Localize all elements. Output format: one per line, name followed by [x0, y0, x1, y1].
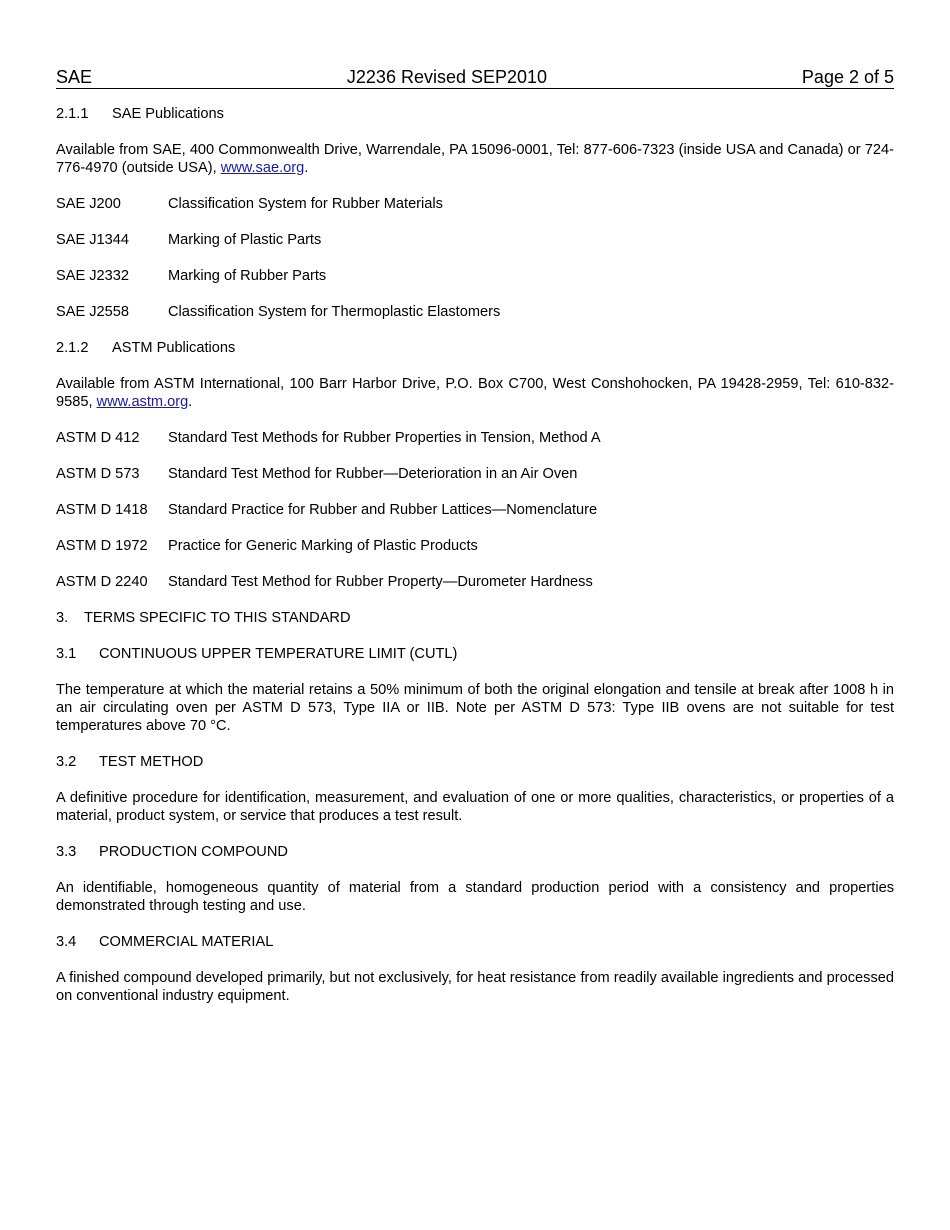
astm-website-link[interactable]: www.astm.org	[96, 394, 189, 410]
section-3-2-paragraph: A definitive procedure for identification, measurement, and evaluation of one or more qualities, characteristics, or properties of a material, product system, or service that produces a test result.	[56, 790, 894, 824]
section-number: 3.	[56, 610, 69, 626]
reference-title: Standard Test Method for Rubber Property—Durometer Hardness	[168, 574, 593, 590]
section-2-1-1-heading	[56, 105, 894, 123]
section-3-3-heading	[56, 843, 894, 861]
section-3-4-paragraph: A finished compound developed primarily, but not exclusively, for heat resistance from readily available ingredients and processed on conventional industry equipment.	[56, 970, 894, 1004]
header-center: J2236 Revised SEP2010	[346, 67, 548, 87]
header-left: SAE	[56, 67, 93, 87]
section-number: 3.1	[56, 646, 77, 662]
reference-code: SAE J2332	[56, 268, 130, 284]
reference-code: SAE J200	[56, 196, 121, 212]
reference-title: Standard Test Method for Rubber—Deterioration in an Air Oven	[168, 466, 578, 482]
section-number: 2.1.1	[56, 106, 89, 122]
reference-title: Practice for Generic Marking of Plastic Products	[168, 538, 478, 554]
section-number: 3.2	[56, 754, 77, 770]
section-3-1-paragraph: The temperature at which the material retains a 50% minimum of both the original elongation and tensile at break after 1008 h in an air circulating oven per ASTM D 573, Type IIA or IIB. Note per ASTM D 573: Type IIB ovens are not suitable for test temperatures above 70 °C.	[56, 682, 894, 734]
reference-item	[56, 267, 894, 285]
section-3-2-heading	[56, 753, 894, 771]
availability-text: Available from SAE, 400 Commonwealth Drive, Warrendale, PA 15096-0001, Tel: 877-606-7323 (inside USA and Canada) or 724-776-4970 (outside USA),	[56, 142, 894, 176]
section-number: 3.4	[56, 934, 77, 950]
reference-title: Standard Practice for Rubber and Rubber Lattices—Nomenclature	[168, 502, 598, 518]
reference-item	[56, 573, 894, 591]
section-title: TERMS SPECIFIC TO THIS STANDARD	[84, 610, 351, 626]
reference-code: ASTM D 2240	[56, 574, 148, 590]
section-title: PRODUCTION COMPOUND	[99, 844, 288, 860]
document-body	[56, 105, 894, 1005]
reference-code: ASTM D 573	[56, 466, 140, 482]
reference-title: Classification System for Rubber Materials	[168, 196, 443, 212]
astm-availability-paragraph	[56, 375, 894, 411]
section-3-4-heading	[56, 933, 894, 951]
reference-code: ASTM D 1972	[56, 538, 148, 554]
section-title: CONTINUOUS UPPER TEMPERATURE LIMIT (CUTL)	[99, 646, 458, 662]
page-header	[56, 66, 894, 89]
section-3-1-heading	[56, 645, 894, 663]
section-title: TEST METHOD	[99, 754, 204, 770]
period: .	[188, 394, 193, 410]
reference-title: Standard Test Methods for Rubber Properties in Tension, Method A	[168, 430, 601, 446]
reference-code: SAE J1344	[56, 232, 130, 248]
header-right: Page 2 of 5	[801, 67, 894, 87]
reference-item	[56, 537, 894, 555]
section-title: ASTM Publications	[112, 340, 236, 356]
reference-item	[56, 231, 894, 249]
reference-item	[56, 195, 894, 213]
document-page	[56, 66, 894, 1005]
reference-item	[56, 465, 894, 483]
section-title: COMMERCIAL MATERIAL	[99, 934, 274, 950]
reference-code: ASTM D 1418	[56, 502, 148, 518]
period: .	[304, 160, 309, 176]
section-number: 2.1.2	[56, 340, 89, 356]
reference-item	[56, 429, 894, 447]
availability-text: Available from ASTM International, 100 Barr Harbor Drive, P.O. Box C700, West Conshohocken, PA 19428-2959, Tel: 610-832-9585,	[56, 376, 894, 410]
section-title: SAE Publications	[112, 106, 224, 122]
sae-website-link[interactable]: www.sae.org	[220, 160, 305, 176]
sae-availability-paragraph	[56, 141, 894, 177]
reference-code: SAE J2558	[56, 304, 130, 320]
reference-title: Marking of Plastic Parts	[168, 232, 322, 248]
section-number: 3.3	[56, 844, 77, 860]
reference-title: Classification System for Thermoplastic Elastomers	[168, 304, 501, 320]
reference-title: Marking of Rubber Parts	[168, 268, 327, 284]
section-2-1-2-heading	[56, 339, 894, 357]
reference-code: ASTM D 412	[56, 430, 140, 446]
reference-item	[56, 501, 894, 519]
section-3-heading	[56, 609, 894, 627]
reference-item	[56, 303, 894, 321]
section-3-3-paragraph: An identifiable, homogeneous quantity of material from a standard production period with a consistency and properties demonstrated through testing and use.	[56, 880, 894, 914]
